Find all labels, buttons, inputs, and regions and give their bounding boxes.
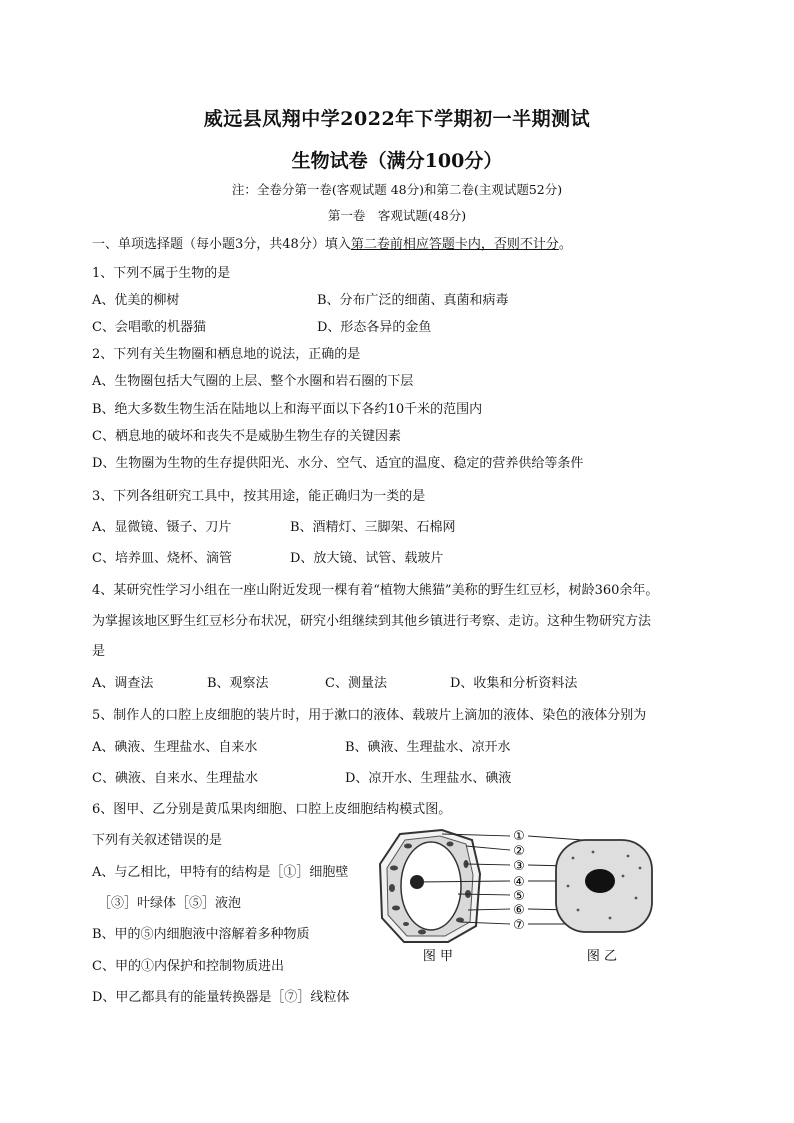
part-intro-end: 。 (558, 237, 572, 252)
vacuole (401, 842, 461, 930)
question-2-option-c: C、栖息地的破坏和丧失不是威胁生物生存的关键因素 (92, 429, 401, 444)
question-1-option-c: C、会唱歌的机器猫 (92, 320, 206, 335)
question-1-option-b: B、分布广泛的细菌、真菌和病毒 (317, 293, 509, 308)
question-6-option-a-cont: ［③］叶绿体［⑤］液泡 (98, 896, 242, 911)
question-5-option-d: D、凉开水、生理盐水、碘液 (345, 771, 512, 786)
question-3-option-a: A、显微镜、镊子、刀片 (92, 520, 232, 535)
part-intro (92, 233, 572, 252)
label-6: ⑥ (513, 903, 525, 918)
animal-nucleus (585, 869, 615, 893)
question-4-option-c: C、测量法 (325, 676, 387, 691)
caption-figure-a: 图 甲 (422, 949, 454, 964)
animal-cell (528, 836, 652, 932)
question-5-option-a: A、碘液、生理盐水、自来水 (92, 740, 258, 755)
part-intro-text: 一、单项选择题（每小题3分，共48分）填入 (92, 237, 351, 252)
cell-structure-figure (378, 828, 658, 966)
question-1-stem: 1、下列不属于生物的是 (92, 266, 231, 281)
question-6-option-d: D、甲乙都具有的能量转换器是［⑦］线粒体 (92, 990, 350, 1005)
question-6-option-c: C、甲的①内保护和控制物质进出 (92, 959, 284, 974)
exam-title: 威远县凤翔中学2022年下学期初一半期测试 (203, 108, 591, 130)
part-intro-underlined: 第二卷前相应答题卡内，否则不计分 (350, 237, 559, 252)
question-5-option-b: B、碘液、生理盐水、凉开水 (345, 740, 511, 755)
question-4-stem-line-3: 是 (92, 644, 106, 659)
label-1: ① (513, 829, 525, 844)
question-4-stem-line-1: 4、某研究性学习小组在一座山附近发现一棵有着“植物大熊猫”美称的野生红豆杉，树龄360余年。 (92, 583, 659, 598)
cell-diagram (378, 828, 658, 966)
plant-cell (380, 830, 510, 942)
question-2-stem: 2、下列有关生物圈和栖息地的说法，正确的是 (92, 347, 361, 362)
label-2: ② (513, 844, 525, 859)
section-heading: 第一卷 客观试题(48分) (327, 208, 467, 223)
question-1-option-a: A、优美的柳树 (92, 293, 180, 308)
question-5-option-c: C、碘液、自来水、生理盐水 (92, 771, 258, 786)
question-4-stem-line-2: 为掌握该地区野生红豆杉分布状况，研究小组继续到其他乡镇进行考察、走访。这种生物研究方法 (92, 614, 652, 629)
question-6-stem-line-1: 6、图甲、乙分别是黄瓜果肉细胞、口腔上皮细胞结构模式图。 (92, 802, 452, 817)
question-4-option-b: B、观察法 (207, 676, 269, 691)
label-7: ⑦ (513, 918, 525, 933)
question-6-stem-line-2: 下列有关叙述错误的是 (92, 833, 223, 848)
question-3-option-d: D、放大镜、试管、载玻片 (290, 551, 444, 566)
label-3: ③ (513, 859, 525, 874)
question-3-stem: 3、下列各组研究工具中，按其用途，能正确归为一类的是 (92, 489, 426, 504)
question-4-option-d: D、收集和分析资料法 (450, 676, 578, 691)
label-4: ④ (513, 875, 525, 890)
label-5: ⑤ (513, 889, 525, 904)
caption-figure-b: 图 乙 (586, 949, 618, 964)
exam-note: 注：全卷分第一卷(客观试题 48分)和第二卷(主观试题52分) (231, 182, 563, 197)
question-6-option-b: B、甲的⑤内细胞液中溶解着多种物质 (92, 927, 310, 942)
question-3-option-b: B、酒精灯、三脚架、石棉网 (290, 520, 456, 535)
label-circles (513, 829, 525, 933)
exam-subtitle: 生物试卷（满分100分） (291, 150, 503, 172)
question-2-option-b: B、绝大多数生物生活在陆地以上和海平面以下各约10千米的范围内 (92, 402, 483, 417)
question-4-option-a: A、调查法 (92, 676, 154, 691)
question-1-option-d: D、形态各异的金鱼 (317, 320, 432, 335)
question-6-option-a: A、与乙相比，甲特有的结构是［①］细胞壁 (92, 865, 349, 880)
question-5-stem: 5、制作人的口腔上皮细胞的装片时，用于漱口的液体、载玻片上滴加的液体、染色的液体分别为 (92, 708, 647, 723)
question-3-option-c: C、培养皿、烧杯、滴管 (92, 551, 232, 566)
question-2-option-a: A、生物圈包括大气圈的上层、整个水圈和岩石圈的下层 (92, 374, 414, 389)
question-2-option-d: D、生物圈为生物的生存提供阳光、水分、空气、适宜的温度、稳定的营养供给等条件 (92, 456, 584, 471)
